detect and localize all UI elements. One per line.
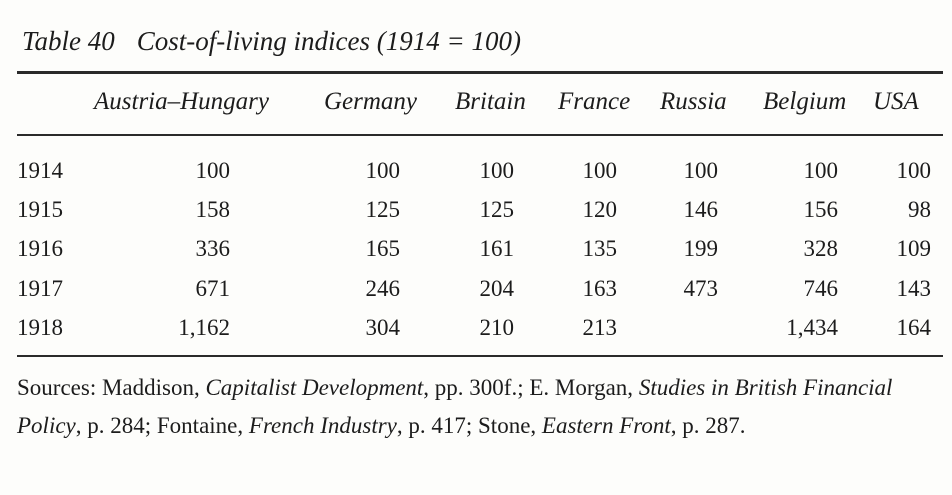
table-title <box>22 26 521 57</box>
source-title-eastern-front: Eastern Front <box>541 413 671 438</box>
cell-belgium: 100 <box>803 158 838 183</box>
cell-austria-hungary: 100 <box>195 158 230 183</box>
cell-germany: 125 <box>365 197 400 222</box>
cell-austria-hungary: 1,162 <box>178 315 230 340</box>
cell-belgium: 156 <box>803 197 838 222</box>
cell-belgium: 328 <box>803 236 838 261</box>
source-title-studies-british-financial-policy: Studies in British Financial Policy <box>17 375 893 438</box>
header-rule <box>17 134 943 136</box>
source-title-capitalist-development: Capitalist Development <box>205 375 424 400</box>
cell-france: 100 <box>582 158 617 183</box>
bottom-rule <box>17 355 943 357</box>
cell-britain: 204 <box>479 276 514 301</box>
cell-russia: 473 <box>683 276 718 301</box>
cell-france: 213 <box>582 315 617 340</box>
column-header-germany: Germany <box>324 88 418 115</box>
cell-austria-hungary: 158 <box>195 197 230 222</box>
column-header-russia: Russia <box>660 88 727 115</box>
top-rule <box>17 71 943 74</box>
cell-usa: 143 <box>896 276 931 301</box>
table-number: Table 40 <box>22 26 115 56</box>
cell-usa: 164 <box>896 315 931 340</box>
row-year: 1915 <box>17 197 63 222</box>
cell-russia: 199 <box>683 236 718 261</box>
cell-germany: 100 <box>365 158 400 183</box>
cell-france: 135 <box>582 236 617 261</box>
cell-russia: 146 <box>683 197 718 222</box>
cell-belgium: 1,434 <box>786 315 838 340</box>
cell-austria-hungary: 336 <box>195 236 230 261</box>
cell-usa: 109 <box>896 236 931 261</box>
row-year: 1917 <box>17 276 63 301</box>
cell-france: 163 <box>582 276 617 301</box>
cell-britain: 210 <box>479 315 514 340</box>
cell-usa: 98 <box>908 197 931 222</box>
row-year: 1918 <box>17 315 63 340</box>
column-header-belgium: Belgium <box>763 88 847 115</box>
column-header-britain: Britain <box>455 88 526 115</box>
row-year: 1914 <box>17 158 63 183</box>
source-title-french-industry: French Industry <box>248 413 397 438</box>
cell-russia: 100 <box>683 158 718 183</box>
row-year: 1916 <box>17 236 63 261</box>
sources-note: Sources: Maddison, Capitalist Development, pp. 300f.; E. Morgan, Studies in British Financial Policy, p. 284; Fontaine, French Industry, p. 417; Stone, Eastern Front, p. 287. <box>17 375 893 438</box>
column-header-france: France <box>558 88 631 115</box>
cell-germany: 246 <box>365 276 400 301</box>
cell-britain: 125 <box>479 197 514 222</box>
cell-britain: 100 <box>479 158 514 183</box>
table-caption: Cost-of-living indices (1914 = 100) <box>136 26 521 56</box>
cell-france: 120 <box>582 197 617 222</box>
column-header-austria-hungary: Austria–Hungary <box>94 88 269 115</box>
cell-germany: 165 <box>365 236 400 261</box>
cell-austria-hungary: 671 <box>195 276 230 301</box>
column-header-usa: USA <box>873 88 919 115</box>
cell-usa: 100 <box>896 158 931 183</box>
cell-britain: 161 <box>479 236 514 261</box>
cell-belgium: 746 <box>803 276 838 301</box>
cell-germany: 304 <box>365 315 400 340</box>
